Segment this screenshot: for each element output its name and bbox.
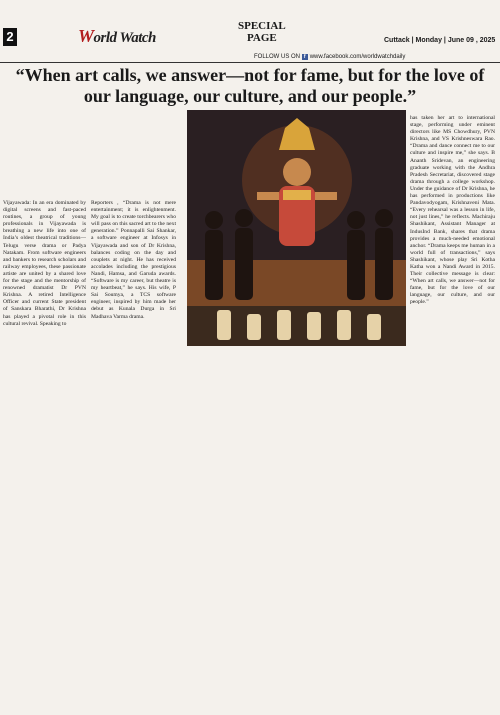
header-divider: [0, 62, 500, 63]
masthead: [0, 0, 500, 62]
article-column-2: Reporters , “Drama is not mere entertainment; it is enlightenment. My goal is to create torchbearers who will pass on this sacred art to the next generation.” Ponnapalli Sai Shankar, a software engineer at Infosys in Vijayawada and son of Dr Krishna, balances coding on the day and couplets at night. He has received accolades including the prestigious Nandi, Hamsa, and Garuda awards. “Software is my career, but theatre is my heartbeat,” he says. His wife, P Sai Soumya, a TCS software engineer, inspired by him made her debut as Kunala Durga in Sri Madhava Varma drama.: [91, 200, 176, 320]
article-column-right: has taken her art to international stage, performing under eminent directors like MS Chowdhury, PVN Krishna, and VS Krishneswara Rao. “Drama and dance connect me to our culture and inspire me,” she says. B Ananth Sridevan, an engineering graduate working with the Andhra Pradesh Secretariat, discovered stage drama through a college workshop. Under the guidance of Dr Krishna, he has performed in productions like Pandavodyogam, Krishnaveni Mata. “Every rehearsal was a lesson in life, not just lines,” he reflects. Machiraju Shashikant, Assistant Manager at IndusInd Bank, shares that drama provides a much-needed emotional anchor. “Drama keeps me human in a world full of transactions,” says Shashikant, whose play Sri Kotha Katha won a Nandi Award in 2015. Their collective message is clear: “When art calls, we answer—not for fame, but for the love of our language, our culture, and our people.”: [410, 115, 495, 306]
article-column-1: Vijayawada: In an era dominated by digital screens and fast-paced routines, a group of young professionals in Vijayawada is breathing a new life into one of India’s oldest theatrical traditions—Telugu verse drama or Padya Natakam. From software engineers and bankers to research scholars and railway employees, these passionate artiste are united by a shared love for the stage and the mentorship of renowned dramatist Dr PVN Krishna. A retired Intelligence Officer and current State president of Sanskara Bharathi, Dr Krishna has played a pivotal role in this cultural revival. Speaking to: [3, 200, 86, 327]
page-headline: “When art calls, we answer—not for fame, but for the love of our language, our culture, and our people.”: [15, 65, 485, 106]
facebook-icon: f: [302, 54, 308, 60]
facebook-link[interactable]: www.facebook.com/worldwatchdaily: [309, 54, 406, 60]
page-number: 2: [3, 28, 17, 46]
follow-us: FOLLOW US ON f www.facebook.com/worldwatchdaily: [254, 54, 406, 60]
section-label: SPECIAL PAGE: [238, 20, 286, 44]
dateline: Cuttack | Monday | June 09 , 2025: [384, 37, 496, 44]
article-photo: [187, 110, 406, 346]
newspaper-logo: World Watch: [78, 26, 156, 46]
